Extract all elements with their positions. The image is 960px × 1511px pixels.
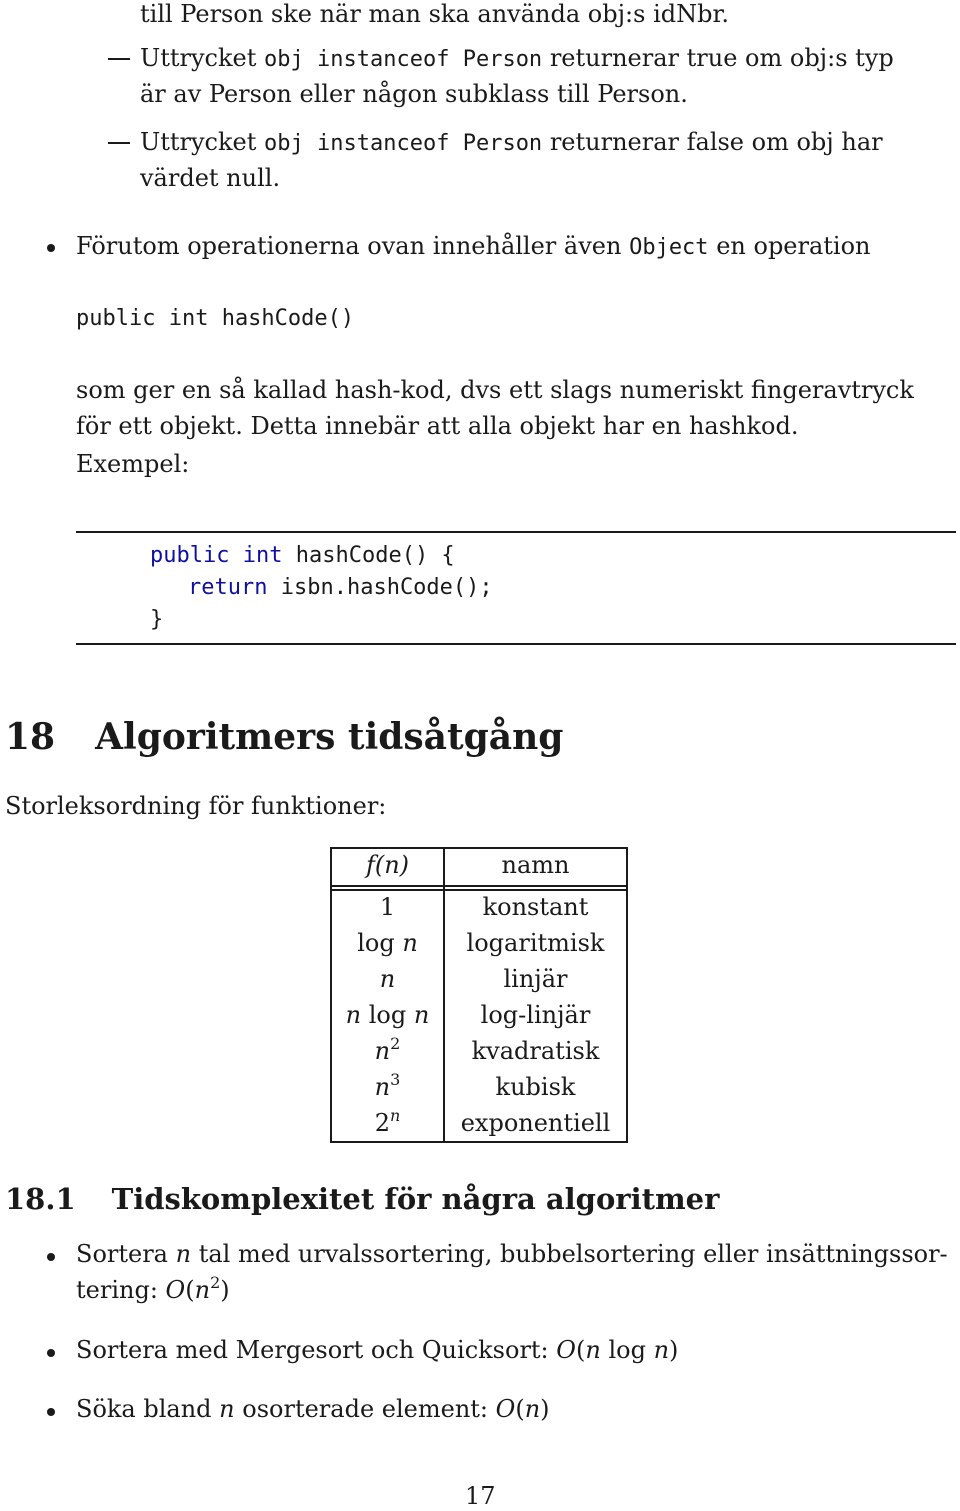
dash-item-1-cont: är av Person eller någon subklass till Person. [140, 80, 688, 108]
header-namn: namn [501, 851, 570, 879]
table-cell-name: kubisk [495, 1073, 576, 1101]
dash-item-1: Uttrycket obj instanceof Person returnerar true om obj:s typ [140, 44, 894, 72]
dash-item-2: Uttrycket obj instanceof Person returnerar false om obj har [140, 128, 883, 156]
bullet-icon [47, 1253, 55, 1261]
dash-item-2-cont: värdet null. [140, 164, 281, 192]
complexity-item-3: Söka bland n osorterade element: O(n) [76, 1395, 550, 1423]
table-cell-name: konstant [482, 893, 589, 921]
header-fn: f(n) [365, 851, 410, 879]
table-cell-name: log-linjär [480, 1001, 591, 1029]
table-cell-name: logaritmisk [466, 929, 605, 957]
page-number: 17 [465, 1482, 496, 1510]
table-cell-f: $n^3$ [374, 1070, 401, 1101]
code-line-3: } [150, 607, 164, 632]
subsection-heading: 18.1 Tidskomplexitet för några algoritmer [5, 1182, 720, 1216]
complexity-table [330, 847, 628, 1143]
hash-desc-line1: som ger en så kallad hash-kod, dvs ett slags numeriskt fingeravtryck [76, 376, 914, 404]
dash-marker [108, 142, 130, 144]
table-cell-f: $n^2$ [374, 1034, 401, 1065]
complexity-item-1-line1: Sortera n tal med urvalssortering, bubbelsortering eller insättningssor- [76, 1240, 948, 1268]
table-cell-f: 1 [379, 893, 396, 921]
complexity-item-1-line2: tering: $O(n^2)$ [76, 1273, 230, 1304]
code-line-1: public int hashCode() { [150, 543, 455, 568]
bullet-icon [47, 1349, 55, 1357]
table-cell-f: 2$^n$ [374, 1106, 401, 1137]
example-label: Exempel: [76, 450, 190, 478]
dash-marker [108, 58, 130, 60]
hash-intro: Förutom operationerna ovan innehåller även Object en operation [76, 232, 871, 260]
hash-desc-line2: för ett objekt. Detta innebär att alla objekt har en hashkod. [76, 412, 799, 440]
table-cell-f: n log n [345, 1001, 430, 1029]
bullet-icon [47, 244, 55, 252]
table-header-rule [332, 885, 626, 891]
code-line-2: return isbn.hashCode(); [188, 575, 493, 600]
continuation-line: till Person ske när man ska använda obj:s idNbr. [140, 0, 729, 28]
hash-signature: public int hashCode() [76, 306, 355, 331]
complexity-item-2: Sortera med Mergesort och Quicksort: O(n log n) [76, 1336, 679, 1364]
bullet-icon [47, 1408, 55, 1416]
table-cell-name: exponentiell [460, 1109, 611, 1137]
table-cell-f: log n [357, 929, 418, 957]
section-intro: Storleksordning för funktioner: [5, 792, 387, 820]
code-rule-bottom [76, 643, 956, 645]
table-cell-name: kvadratisk [471, 1037, 600, 1065]
section-heading: 18 Algoritmers tidsåtgång [5, 716, 564, 758]
table-cell-name: linjär [503, 965, 568, 993]
code-rule-top [76, 531, 956, 533]
table-cell-f: n [379, 965, 396, 993]
